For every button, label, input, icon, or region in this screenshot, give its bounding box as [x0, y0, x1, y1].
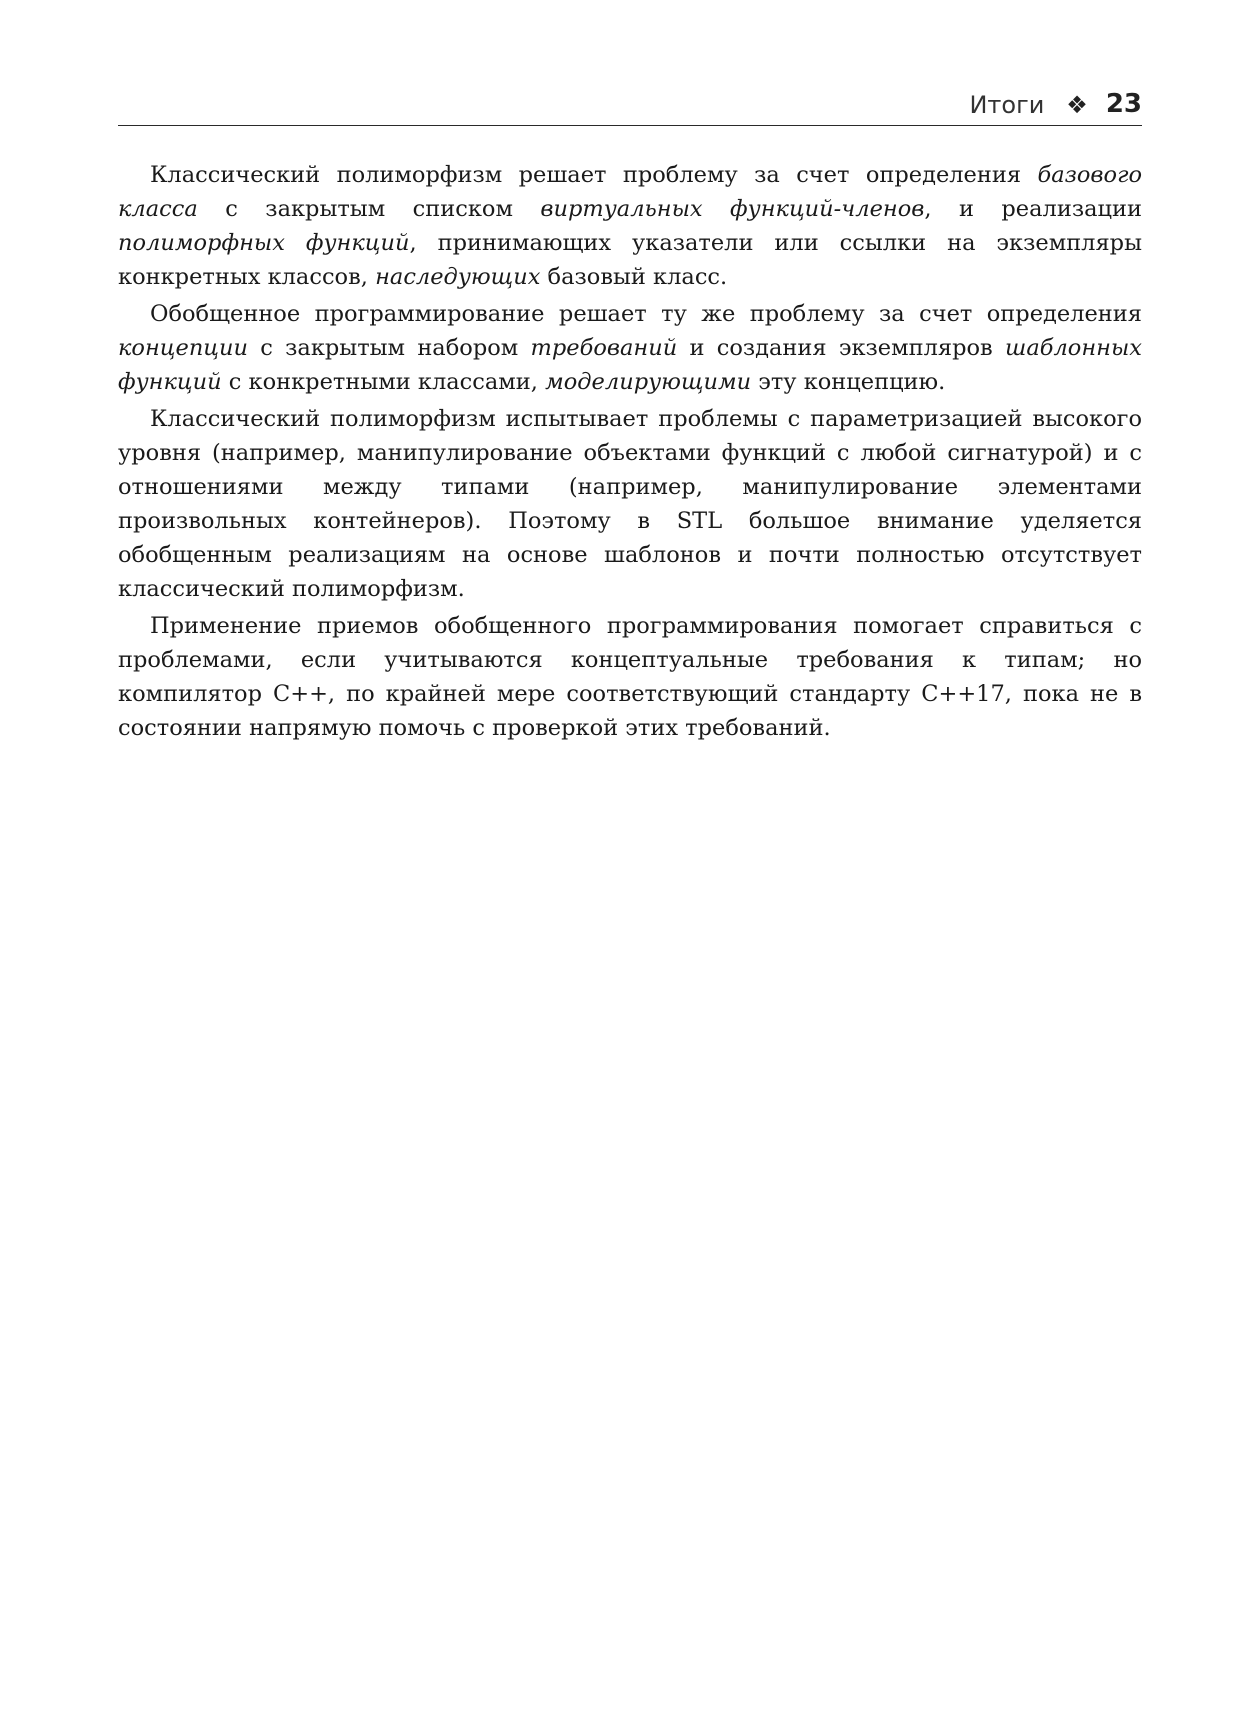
running-header	[118, 86, 1142, 126]
text-run: Классический полиморфизм испытывает проблемы с параметризацией высокого уровня (например, манипулирование объектами функций с любой сигнатурой) и с отношениями между типами (например, манипулирование элементами произвольных контейнеров). Поэтому в STL большое внимание уделяется обобщенным реализациям на основе шаблонов и почти полностью отсутствует классический полиморфизм.	[118, 406, 1142, 602]
italic-term: моделирующими	[545, 369, 752, 395]
text-run: с закрытым списком	[197, 196, 541, 222]
italic-term: полиморфных функций	[118, 230, 410, 256]
ornament-icon: ❖	[1066, 91, 1088, 119]
text-run: , принимающих указатели или ссылки на экземпляры конкретных классов,	[118, 230, 1142, 290]
italic-term: виртуальных функций-членов	[540, 196, 925, 222]
italic-term: базового класса	[118, 162, 1142, 222]
text-run: Применение приемов обобщенного программирования помогает справиться с проблемами, если учитываются концептуальные требования к типам; но компилятор C++, по крайней мере соответствующий стандарту C++17, пока не в состоянии напрямую помочь с проверкой этих требований.	[118, 613, 1142, 741]
paragraph	[118, 402, 1142, 606]
italic-term: концепции	[118, 335, 248, 361]
text-run: Обобщенное программирование решает ту же проблему за счет определения	[150, 301, 1142, 327]
text-run: базовый класс.	[540, 264, 728, 290]
text-run: , и реализации	[924, 196, 1142, 222]
paragraph	[118, 297, 1142, 399]
text-run: эту концепцию.	[751, 369, 946, 395]
body-text	[118, 158, 1142, 748]
italic-term: наследующих	[375, 264, 541, 290]
italic-term: требований	[530, 335, 678, 361]
section-title: Итоги	[969, 91, 1045, 119]
text-run: Классический полиморфизм решает проблему за счет определения	[150, 162, 1038, 188]
page-number: 23	[1105, 89, 1142, 119]
text-run: с конкретными классами,	[221, 369, 546, 395]
text-run: с закрытым набором	[248, 335, 531, 361]
paragraph	[118, 609, 1142, 745]
paragraph	[118, 158, 1142, 294]
text-run: и создания экземпляров	[677, 335, 1005, 361]
italic-term: шаблонных функций	[118, 335, 1142, 395]
